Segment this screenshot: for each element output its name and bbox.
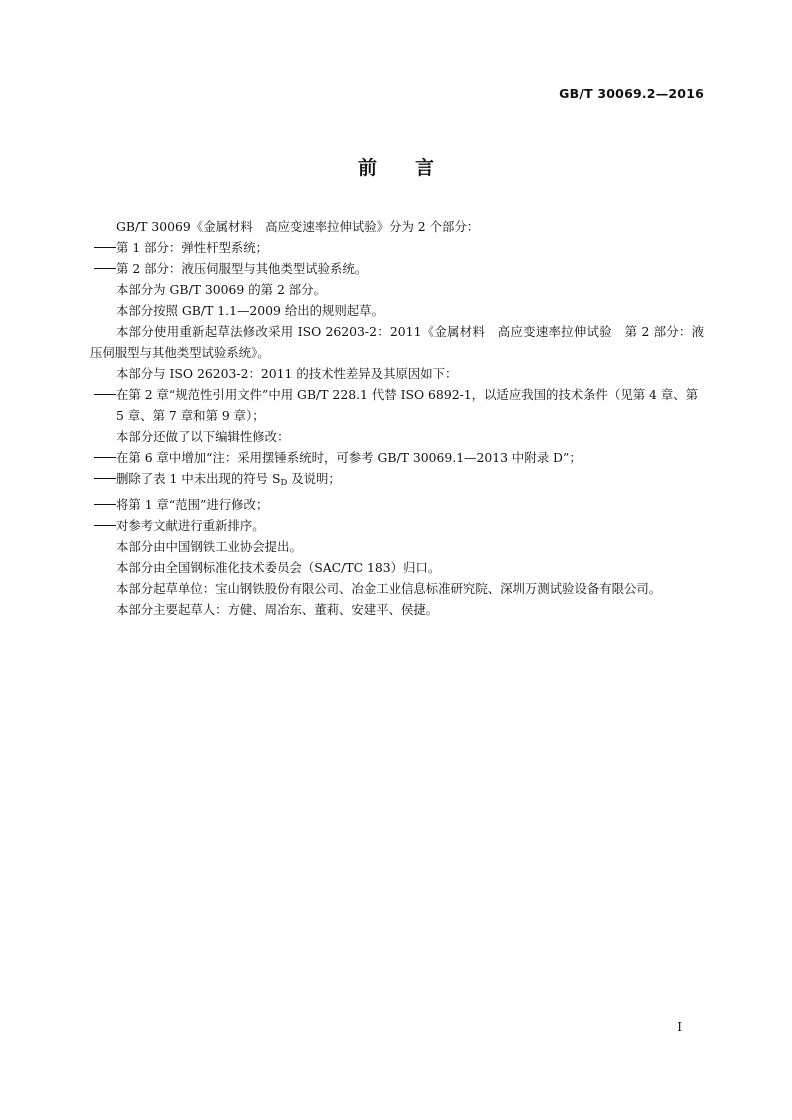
- foreword-body: [90, 216, 704, 620]
- paragraph: 本部分与 ISO 26203-2：2011 的技术性差异及其原因如下：: [116, 366, 458, 381]
- em-dash-mark: [90, 515, 116, 536]
- list-item: [90, 237, 704, 258]
- em-dash-mark: [90, 237, 116, 258]
- list-item: [90, 468, 704, 494]
- list-item: [90, 258, 704, 279]
- paragraph: 本部分主要起草人：方健、周冶东、董莉、安建平、侯捷。: [116, 602, 439, 617]
- list-item: [90, 384, 704, 426]
- em-dash-mark: [90, 258, 116, 279]
- em-dash-mark: [90, 494, 116, 515]
- paragraph: 本部分还做了以下编辑性修改：: [116, 429, 290, 444]
- list-item-text: 第 2 部分：液压伺服型与其他类型试验系统。: [116, 261, 368, 276]
- page-title: 前言: [357, 157, 472, 179]
- list-item-text-pre: 删除了表 1 中未出现的符号 S: [116, 471, 281, 486]
- paragraph: 本部分由中国钢铁工业协会提出。: [116, 539, 302, 554]
- paragraph: 本部分使用重新起草法修改采用 ISO 26203-2：2011《金属材料 高应变速率拉伸试验 第 2 部分：液压伺服型与其他类型试验系统》。: [90, 324, 704, 360]
- em-dash-mark: [90, 468, 116, 494]
- em-dash-mark: [90, 447, 116, 468]
- paragraph: 本部分起草单位：宝山钢铁股份有限公司、冶金工业信息标准研究院、深圳万测试验设备有限公司。: [116, 581, 662, 596]
- list-item: [90, 447, 704, 468]
- symbol-subscript: D: [280, 478, 288, 488]
- list-item-text: 将第 1 章“范围”进行修改；: [116, 497, 269, 512]
- list-item-text: 对参考文献进行重新排序。: [116, 518, 265, 533]
- list-item-text-post: 及说明；: [287, 471, 341, 486]
- em-dash-mark: [90, 384, 116, 426]
- paragraph: 本部分按照 GB/T 1.1—2009 给出的规则起草。: [116, 303, 384, 318]
- standard-code: GB/T 30069.2—2016: [559, 86, 704, 101]
- page-number: I: [677, 1020, 682, 1034]
- list-item: [90, 515, 704, 536]
- list-item-text: 第 1 部分：弹性杆型系统；: [116, 240, 269, 255]
- list-item: [90, 494, 704, 515]
- paragraph: 本部分为 GB/T 30069 的第 2 部分。: [116, 282, 326, 297]
- paragraph: 本部分由全国钢标准化技术委员会（SAC/TC 183）归口。: [116, 560, 441, 575]
- list-item-text: [116, 468, 704, 494]
- list-item-text: 在第 6 章中增加“注：采用摆锤系统时，可参考 GB/T 30069.1—2013 中附录 D”；: [116, 450, 582, 465]
- list-item-text: 在第 2 章“规范性引用文件”中用 GB/T 228.1 代替 ISO 6892-1，以适应我国的技术条件（见第 4 章、第 5 章、第 7 章和第 9 章）；: [116, 387, 699, 423]
- paragraph: GB/T 30069《金属材料 高应变速率拉伸试验》分为 2 个部分：: [116, 219, 480, 234]
